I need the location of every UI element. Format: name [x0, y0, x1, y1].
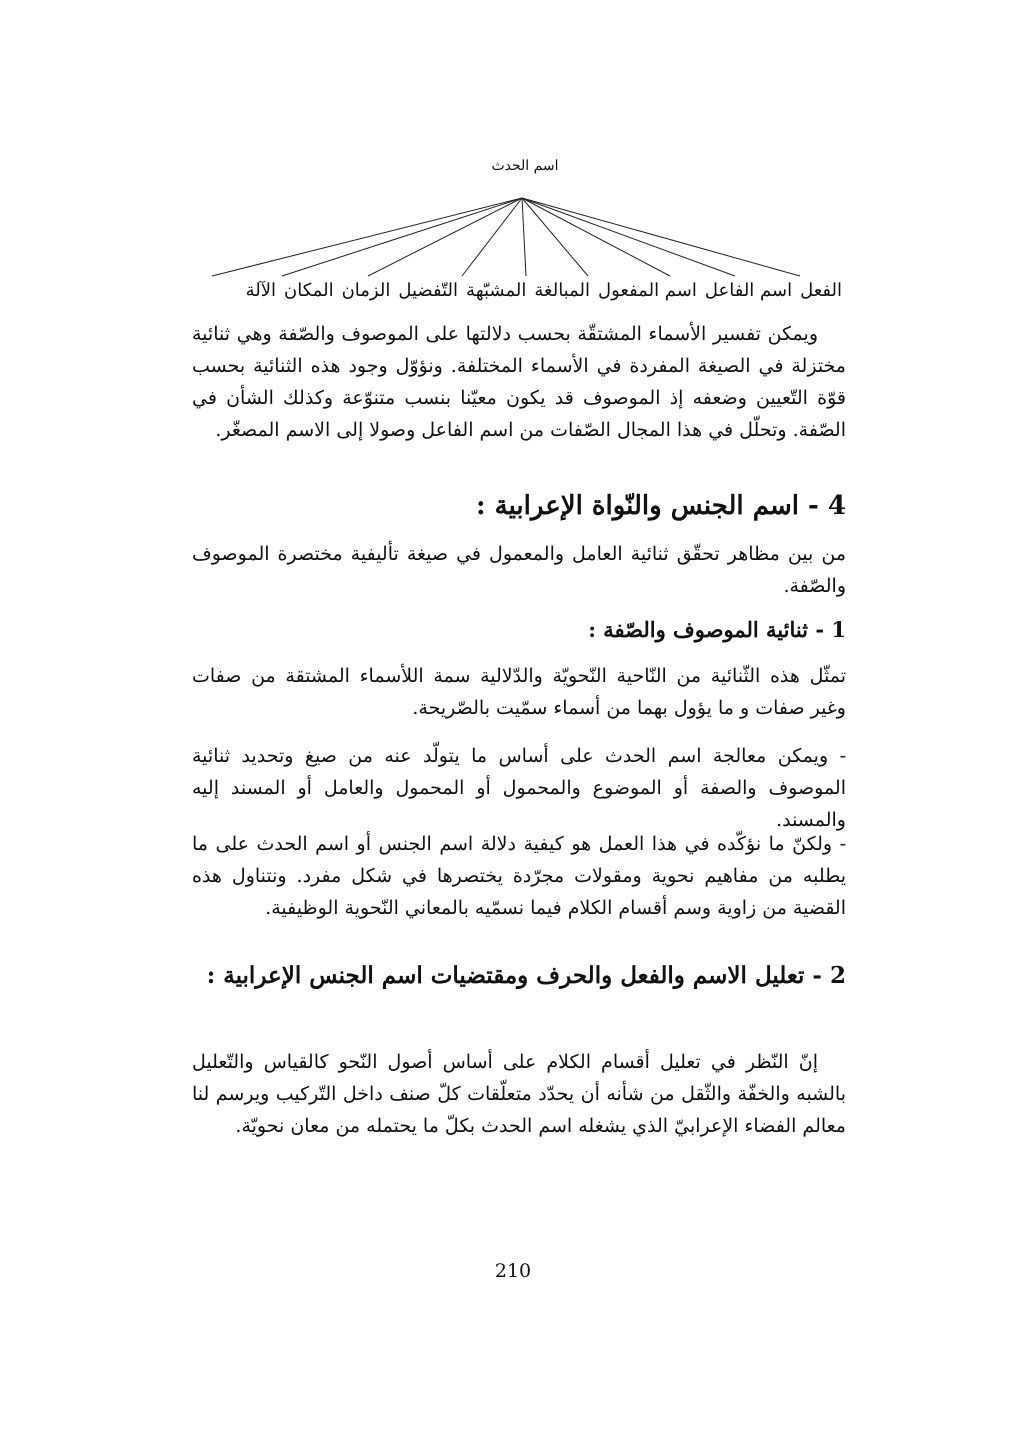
tree-leaf: الفعل	[800, 280, 842, 301]
section-heading-2: 2 - تعليل الاسم والفعل والحرف ومقتضيات اسم الجنس الإعرابية :	[206, 962, 846, 989]
tree-leaf: الزمان	[341, 280, 391, 301]
page-number: 210	[494, 1260, 532, 1282]
tree-branch	[282, 198, 522, 276]
section-heading-1: 1 - ثنائية الموصوف والصّفة :	[588, 617, 846, 642]
paragraph-5: - ولكنّ ما نؤكّده في هذا العمل هو كيفية دلالة اسم الجنس أو اسم الحدث على ما يطلبه من مفاهيم نحوية ومقولات مجرّدة يختصرها في شكل مفرد. ونتناول هذه القضية من زاوية وسم أقسام الكلام فيما نسمّيه بالمعاني النّحوية الوظيفية.	[192, 833, 846, 919]
tree-leaf: اسم الفاعل	[704, 280, 793, 301]
tree-branch	[462, 198, 522, 276]
tree-branch	[522, 198, 800, 276]
tree-branch	[522, 198, 670, 276]
tree-leaves	[246, 280, 842, 301]
paragraph-3: تمثّل هذه الثّنائية من النّاحية النّحويّة والدّلالية سمة اللأسماء المشتقة من صفات وغير صفات و ما يؤول بهما من أسماء سمّيت بالصّريحة.	[192, 665, 846, 719]
tree-branch	[368, 198, 522, 276]
tree-leaf: الآلة	[245, 280, 277, 301]
tree-root-label: اسم الحدث	[491, 158, 559, 174]
derivation-tree-diagram	[190, 150, 850, 310]
tree-leaf: المشبّهة	[466, 280, 527, 301]
tree-branch	[522, 198, 735, 276]
tree-branch	[212, 198, 522, 276]
tree-leaf: التّفضيل	[398, 280, 459, 301]
section-heading-4: 4 - اسم الجنس والنّواة الإعرابية :	[475, 491, 846, 521]
tree-leaf: المبالغة	[534, 280, 591, 301]
paragraph-2: من بين مظاهر تحقّق ثنائية العامل والمعمول في صيغة تأليفية مختصرة الموصوف والصّفة.	[192, 543, 846, 597]
paragraph-6: إنّ النّظر في تعليل أقسام الكلام على أساس أصول النّحو كالقياس والتّعليل بالشبه والخفّة والثّقل من شأنه أن يحدّد متعلّقات كلّ صنف داخل التّركيب ويرسم لنا معالم الفضاء الإعرابيّ الذي يشغله اسم الحدث بكلّ ما يحتمله من معان نحويّة.	[192, 1051, 846, 1137]
paragraph-1: ويمكن تفسير الأسماء المشتقّة بحسب دلالتها على الموصوف والصّفة وهي ثنائية مختزلة في الصيغة المفردة في الأسماء المختلفة. ونؤوّل وجود هذه الثنائية بحسب قوّة التّعيين وضعفه إذ الموصوف قد يكون معيّنا بنسب متنوّعة وكذلك الشأن في الصّفة. وتحلّل في هذا المجال الصّفات من اسم الفاعل وصولا إلى الاسم المصغّر.	[192, 323, 846, 441]
tree-branch	[522, 198, 526, 276]
paragraph-4: - ويمكن معالجة اسم الحدث على أساس ما يتولّد عنه من صيغ وتحديد ثنائية الموصوف والصفة أو الموضوع والمحمول أو المحمول والعامل أو المسند إليه والمسند.	[192, 745, 846, 831]
tree-leaf: اسم المفعول	[598, 280, 697, 301]
tree-leaf: المكان	[284, 280, 334, 301]
